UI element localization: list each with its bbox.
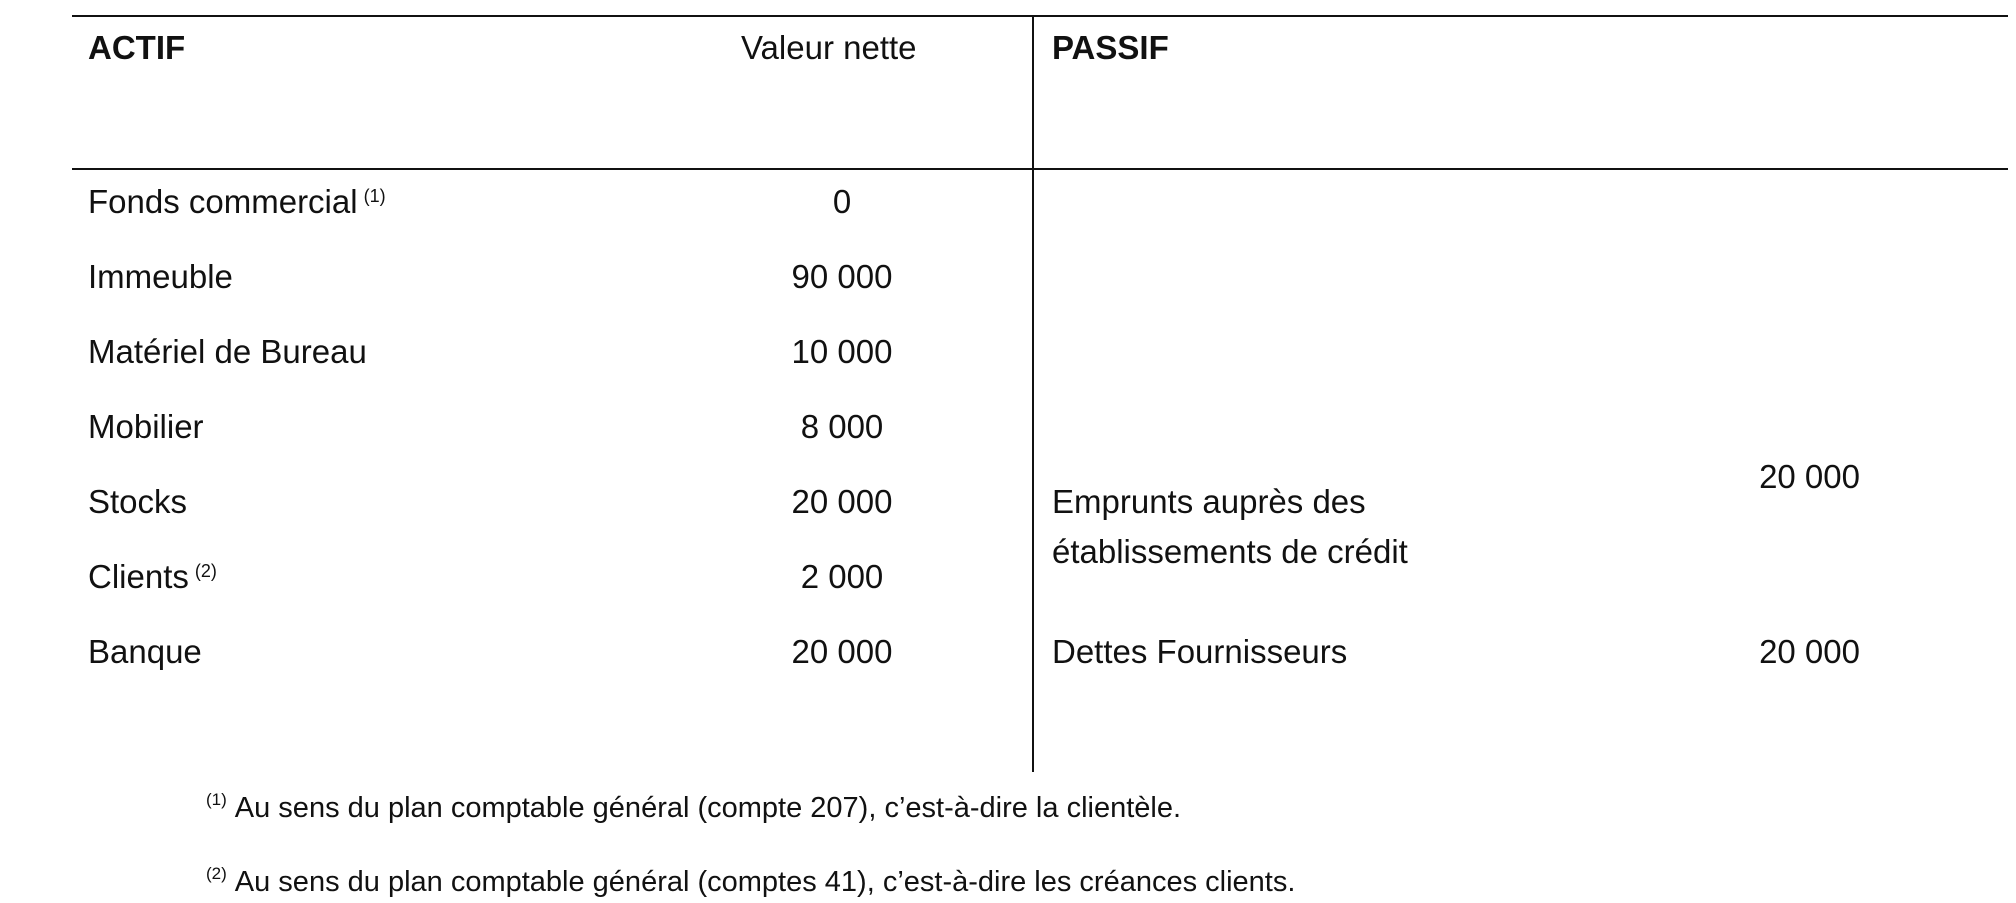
actif-row-label: Mobilier [88, 408, 204, 445]
actif-row-label-text: Fonds commercial [88, 183, 358, 220]
actif-row-value: 0 [832, 183, 852, 220]
valeur-nette-header: Valeur nette [741, 29, 917, 66]
actif-row-label [88, 557, 217, 597]
actif-row-value: 20 000 [791, 633, 893, 670]
actif-row-label: Banque [88, 633, 202, 670]
actif-row-label: Stocks [88, 483, 188, 520]
actif-row-value: 10 000 [791, 333, 893, 370]
actif-row-label: Immeuble [88, 258, 233, 295]
actif-row-label: Matériel de Bureau [88, 333, 367, 370]
footnote-ref: (1) [363, 186, 386, 206]
passif-row-value: 20 000 [1759, 633, 1860, 670]
actif-row-value: 2 000 [800, 558, 884, 595]
column-divider [1032, 16, 1034, 772]
passif-row-label-line2: établissements de crédit [1052, 533, 1408, 570]
passif-row-label-line1: Emprunts auprès des [1052, 483, 1366, 520]
actif-row-value: 90 000 [791, 258, 893, 295]
passif-header: PASSIF [1052, 29, 1169, 66]
passif-row-label: Dettes Fournisseurs [1052, 633, 1348, 670]
footnote-ref: (2) [194, 561, 217, 581]
footnote-mark: (1) [206, 790, 227, 809]
footnote-mark: (2) [206, 864, 227, 883]
table-top-rule [72, 15, 2008, 17]
header-bottom-rule [72, 168, 2008, 170]
footnote [206, 864, 1295, 900]
actif-row-value: 20 000 [791, 483, 893, 520]
footnote-text: Au sens du plan comptable général (compte 207), c’est-à-dire la clientèle. [234, 792, 1182, 824]
footnote-text: Au sens du plan comptable général (comptes 41), c’est-à-dire les créances clients. [234, 866, 1296, 898]
passif-row-value: 20 000 [1759, 458, 1860, 495]
actif-row-label-text: Clients [88, 558, 189, 595]
actif-header: ACTIF [88, 29, 186, 66]
actif-row-label [88, 182, 386, 222]
actif-row-value: 8 000 [800, 408, 884, 445]
footnote [206, 790, 1181, 826]
